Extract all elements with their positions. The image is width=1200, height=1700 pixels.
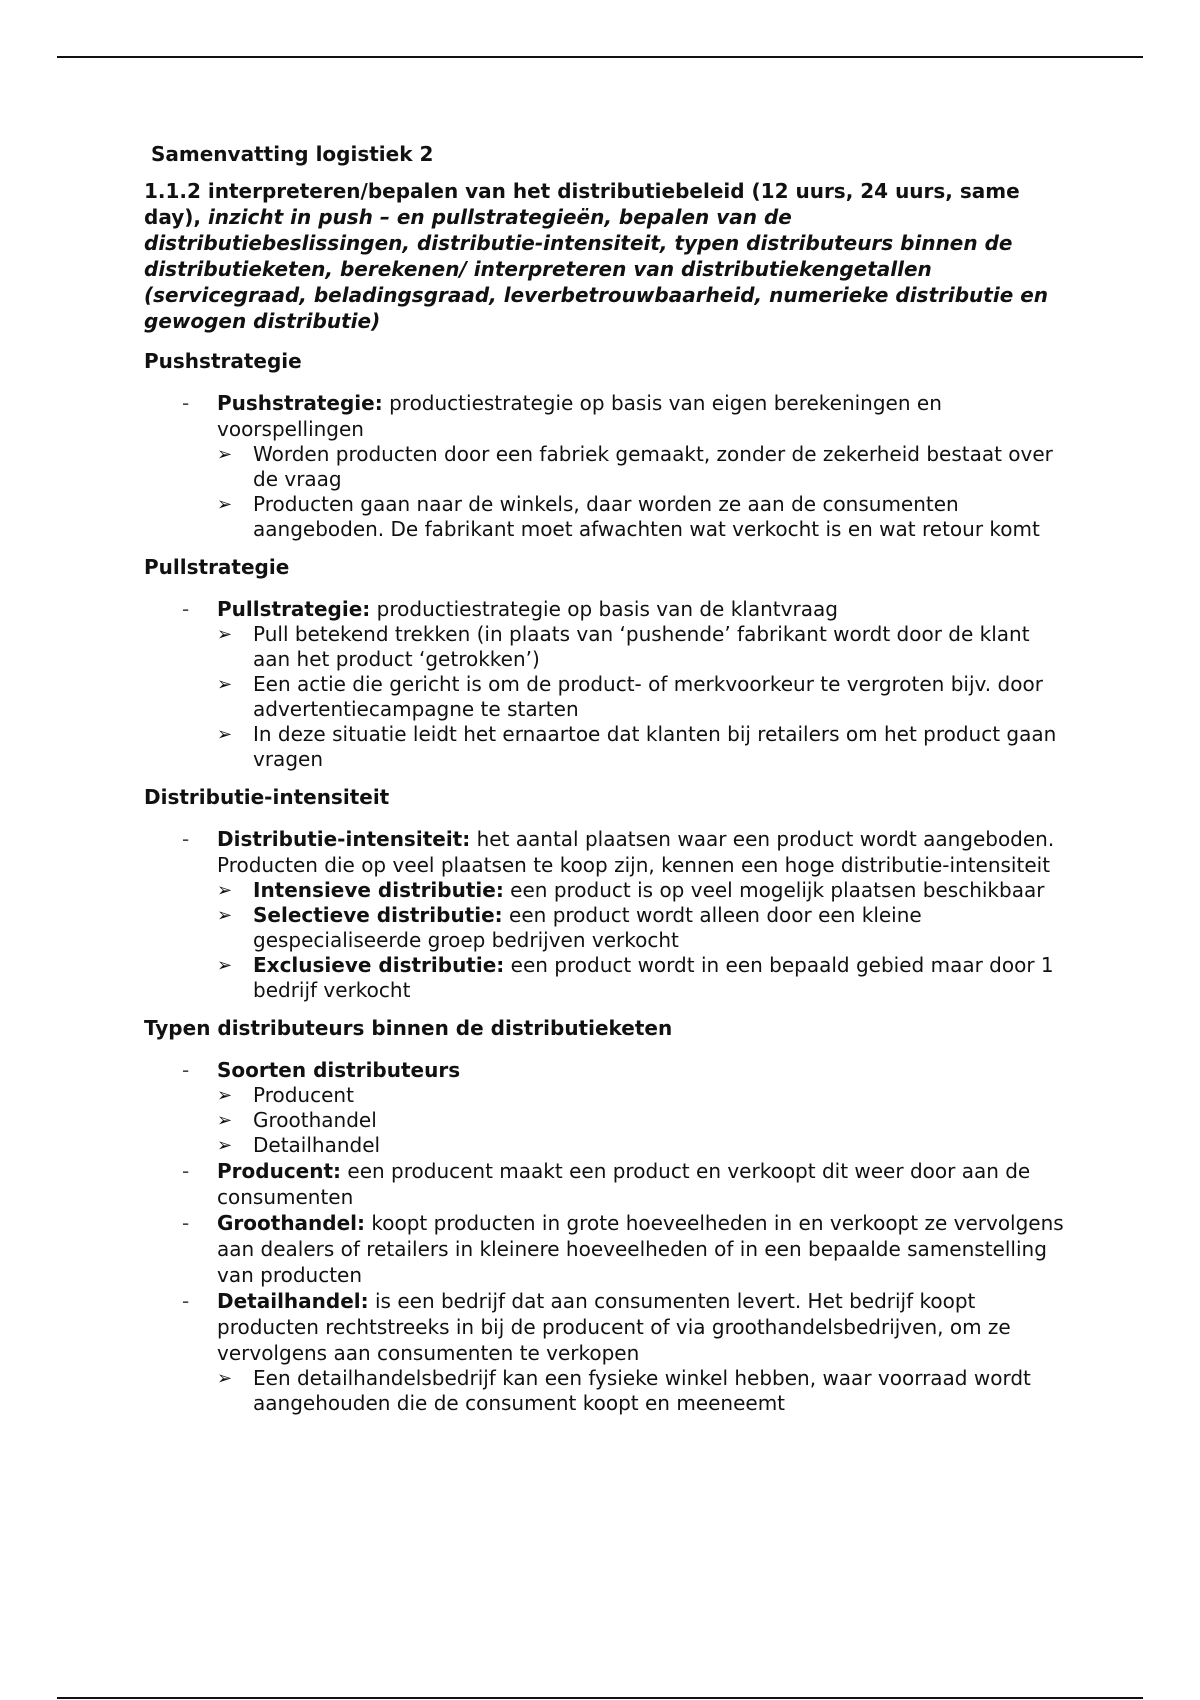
- list-item: [217, 722, 1064, 772]
- section-pullstrategie: [144, 554, 1064, 772]
- list-item: [144, 1288, 1064, 1416]
- list-item: [217, 442, 1064, 492]
- list-item-text: Een detailhandelsbedrijf kan een fysieke winkel hebben, waar voorraad wordt aangehouden die de consument koopt en meeneemt: [253, 1366, 1031, 1415]
- list-item: [144, 1210, 1064, 1288]
- arrow-list: [217, 878, 1064, 1003]
- dash-bullet-icon: -: [182, 1058, 190, 1082]
- term: Pushstrategie:: [217, 391, 383, 415]
- dash-bullet-icon: -: [182, 1211, 190, 1235]
- list-item-text: Detailhandel: [253, 1133, 381, 1157]
- term: Distributie-intensiteit:: [217, 827, 471, 851]
- list-item: [217, 622, 1064, 672]
- term: Exclusieve distributie:: [253, 953, 505, 977]
- list-item: [144, 390, 1064, 542]
- term: Detailhandel:: [217, 1289, 369, 1313]
- section-typen-distributeurs: [144, 1015, 1064, 1416]
- term: Intensieve distributie:: [253, 878, 504, 902]
- list-item: [144, 826, 1064, 1003]
- list-item: [144, 1158, 1064, 1210]
- arrow-bullet-icon: ➢: [217, 674, 233, 695]
- section-pushstrategie: [144, 348, 1064, 542]
- list-item: [144, 596, 1064, 772]
- objective-part1: 1.1.2 interpreteren/bepalen van het distributiebeleid (12 uurs, 24 uurs, same day),: [144, 179, 1020, 229]
- list-item: [217, 1083, 1064, 1108]
- dash-list: [144, 1057, 1064, 1416]
- dash-bullet-icon: -: [182, 597, 190, 621]
- section-distributie-intensiteit: [144, 784, 1064, 1003]
- section-heading: Typen distributeurs binnen de distributieketen: [144, 1016, 673, 1040]
- term: Groothandel:: [217, 1211, 366, 1235]
- list-item: [217, 1108, 1064, 1133]
- list-item-text: Producent: [253, 1083, 354, 1107]
- definition: productiestrategie op basis van eigen berekeningen en voorspellingen: [217, 391, 942, 441]
- arrow-bullet-icon: ➢: [217, 494, 233, 515]
- arrow-bullet-icon: ➢: [217, 955, 233, 976]
- arrow-list: [217, 1083, 1064, 1158]
- arrow-list: [217, 1366, 1064, 1416]
- definition: een producent maakt een product en verkoopt dit weer door aan de consumenten: [217, 1159, 1031, 1209]
- arrow-bullet-icon: ➢: [217, 444, 233, 465]
- list-item-text: Een actie die gericht is om de product- of merkvoorkeur te vergroten bijv. door advertentiecampagne te starten: [253, 672, 1043, 721]
- dash-bullet-icon: -: [182, 1289, 190, 1313]
- definition: een product wordt in een bepaald gebied maar door 1 bedrijf verkocht: [253, 953, 1054, 1002]
- list-item-text: Producten gaan naar de winkels, daar worden ze aan de consumenten aangeboden. De fabrikant moet afwachten wat verkocht is en wat retour komt: [253, 492, 1040, 541]
- dash-bullet-icon: -: [182, 391, 190, 415]
- section-heading: Pushstrategie: [144, 349, 302, 373]
- arrow-bullet-icon: ➢: [217, 1368, 233, 1389]
- dash-list: [144, 390, 1064, 542]
- definition: koopt producten in grote hoeveelheden in en verkoopt ze vervolgens aan dealers of retailers in kleinere hoeveelheden of in een bepaalde samenstelling van producten: [217, 1211, 1064, 1287]
- arrow-list: [217, 622, 1064, 772]
- term: Selectieve distributie:: [253, 903, 503, 927]
- dash-bullet-icon: -: [182, 827, 190, 851]
- list-item: [217, 878, 1064, 903]
- definition: productiestrategie op basis van de klantvraag: [370, 597, 838, 621]
- list-item: [144, 1057, 1064, 1158]
- list-item-text: Groothandel: [253, 1108, 377, 1132]
- document-body: [144, 140, 1064, 1428]
- list-item: [217, 492, 1064, 542]
- arrow-bullet-icon: ➢: [217, 880, 233, 901]
- document-title: Samenvatting logistiek 2: [151, 142, 434, 166]
- term: Soorten distributeurs: [217, 1058, 461, 1082]
- term: Producent:: [217, 1159, 342, 1183]
- definition: het aantal plaatsen waar een product wordt aangeboden. Producten die op veel plaatsen te koop zijn, kennen een hoge distributie-intensiteit: [217, 827, 1055, 877]
- section-heading: Pullstrategie: [144, 555, 290, 579]
- definition: is een bedrijf dat aan consumenten levert. Het bedrijf koopt producten rechtstreeks in bij de producent of via groothandelsbedrijven, om ze vervolgens aan consumenten te verkopen: [217, 1289, 1011, 1365]
- learning-objective: [144, 178, 1064, 334]
- arrow-bullet-icon: ➢: [217, 1085, 233, 1106]
- dash-bullet-icon: -: [182, 1159, 190, 1183]
- arrow-bullet-icon: ➢: [217, 1110, 233, 1131]
- arrow-bullet-icon: ➢: [217, 724, 233, 745]
- arrow-bullet-icon: ➢: [217, 624, 233, 645]
- objective-part2: inzicht in push – en pullstrategieën, bepalen van de distributiebeslissingen, distributie-intensiteit, typen distributeurs binnen de distributieketen, berekenen/ interpreteren van distributiekengetallen (servicegraad, beladingsgraad, leverbetrouwbaarheid, numerieke distributie en gewogen distributie): [144, 205, 1049, 333]
- arrow-list: [217, 442, 1064, 542]
- list-item: [217, 1366, 1064, 1416]
- term: Pullstrategie:: [217, 597, 371, 621]
- list-item-text: In deze situatie leidt het ernaartoe dat klanten bij retailers om het product gaan vragen: [253, 722, 1057, 771]
- top-rule: [57, 56, 1143, 58]
- dash-list: [144, 596, 1064, 772]
- bottom-rule: [57, 1697, 1143, 1699]
- definition: een product wordt alleen door een kleine gespecialiseerde groep bedrijven verkocht: [253, 903, 922, 952]
- list-item: [217, 903, 1064, 953]
- list-item-text: Pull betekend trekken (in plaats van ‘pushende’ fabrikant wordt door de klant aan het product ‘getrokken’): [253, 622, 1030, 671]
- list-item: [217, 953, 1064, 1003]
- arrow-bullet-icon: ➢: [217, 1135, 233, 1156]
- list-item-text: Worden producten door een fabriek gemaakt, zonder de zekerheid bestaat over de vraag: [253, 442, 1053, 491]
- dash-list: [144, 826, 1064, 1003]
- definition: een product is op veel mogelijk plaatsen beschikbaar: [503, 878, 1045, 902]
- list-item: [217, 1133, 1064, 1158]
- section-heading: Distributie-intensiteit: [144, 785, 390, 809]
- arrow-bullet-icon: ➢: [217, 905, 233, 926]
- list-item: [217, 672, 1064, 722]
